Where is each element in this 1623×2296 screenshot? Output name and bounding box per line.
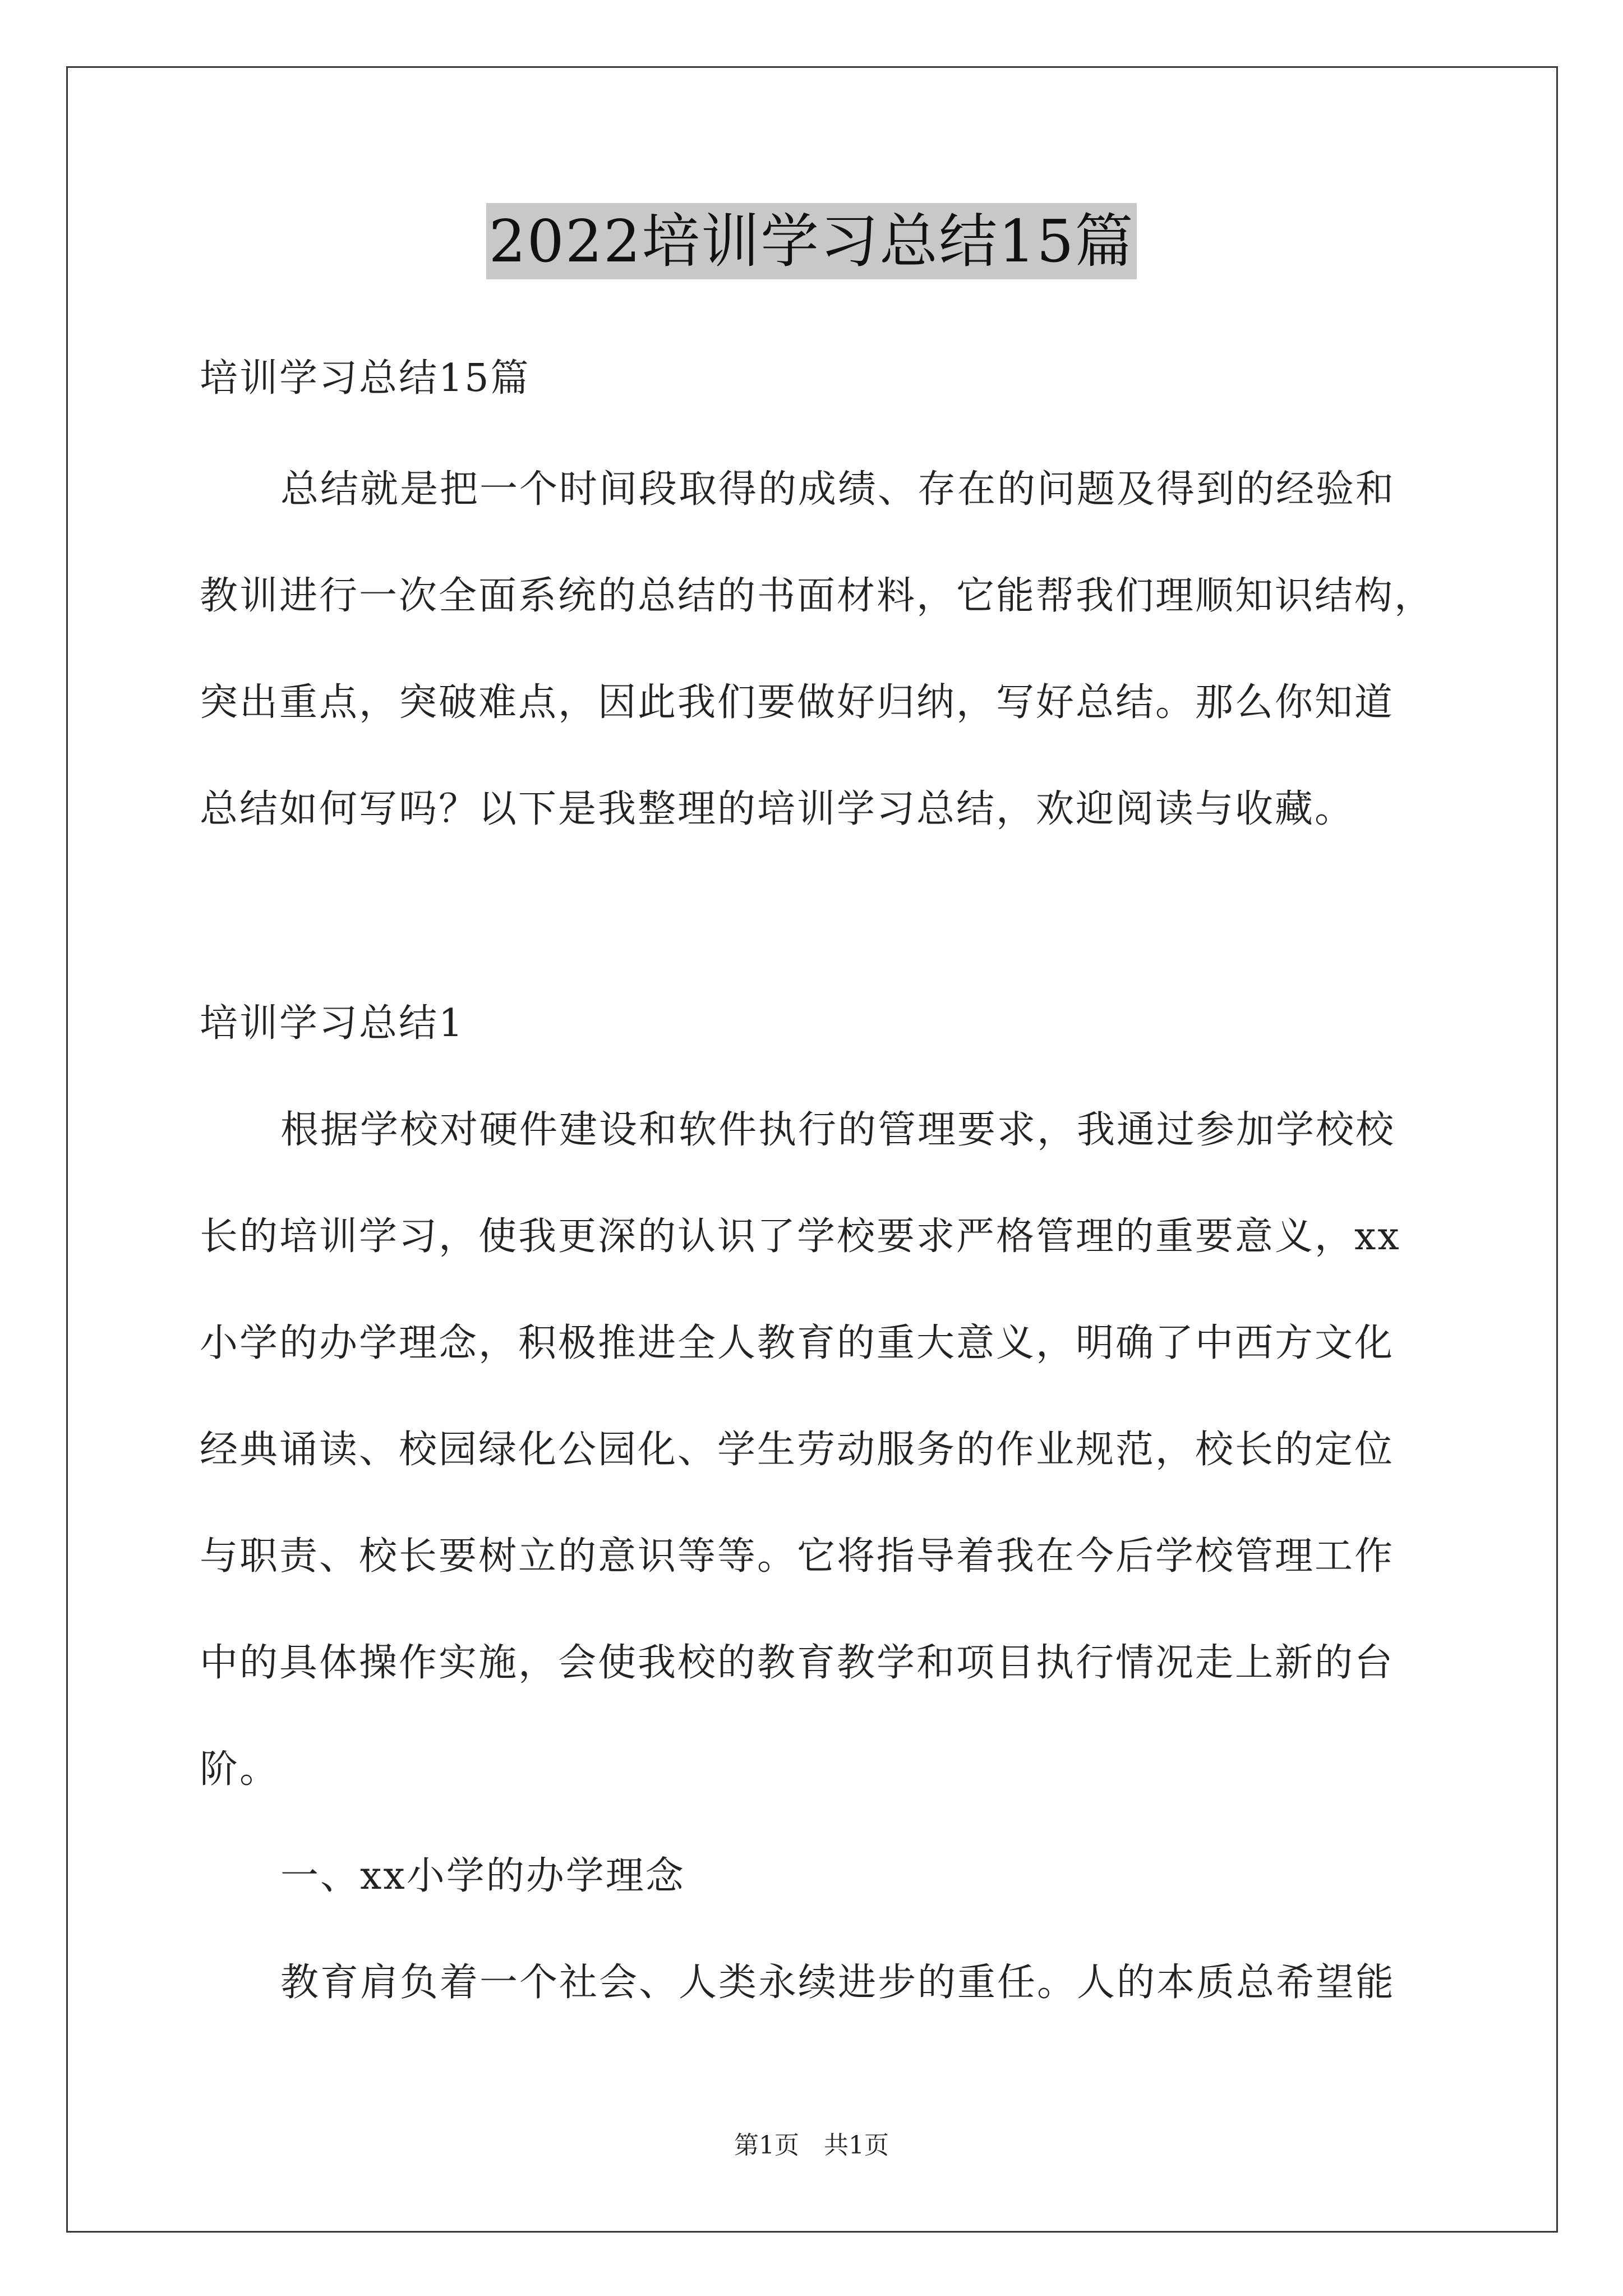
- document-subtitle: 培训学习总结15篇: [200, 356, 531, 401]
- subheading: 一、xx小学的办学理念: [280, 1854, 685, 1898]
- section-line: 与职责、校长要树立的意识等等。它将指导着我在今后学校管理工作: [200, 1534, 1395, 1579]
- section-heading: 培训学习总结1: [200, 1001, 465, 1046]
- intro-line: 总结如何写吗？以下是我整理的培训学习总结，欢迎阅读与收藏。: [200, 787, 1355, 831]
- intro-line: 总结就是把一个时间段取得的成绩、存在的问题及得到的经验和: [280, 467, 1396, 512]
- title-container: [0, 203, 1623, 279]
- section-line: 根据学校对硬件建设和软件执行的管理要求，我通过参加学校校: [280, 1108, 1396, 1152]
- page-footer: 第1页 共1页: [734, 2131, 889, 2160]
- section-line: 经典诵读、校园绿化公园化、学生劳动服务的作业规范，校长的定位: [200, 1428, 1395, 1472]
- section-line: 小学的办学理念，积极推进全人教育的重大意义，明确了中西方文化: [200, 1321, 1395, 1365]
- intro-line: 教训进行一次全面系统的总结的书面材料，它能帮我们理顺知识结构，: [200, 574, 1435, 618]
- intro-line: 突出重点，突破难点，因此我们要做好归纳，写好总结。那么你知道: [200, 680, 1395, 725]
- document-title: 2022培训学习总结15篇: [486, 203, 1136, 279]
- section-line: 阶。: [200, 1747, 280, 1792]
- section-line: 中的具体操作实施，会使我校的教育教学和项目执行情况走上新的台: [200, 1641, 1395, 1685]
- section-line: 长的培训学习，使我更深的认识了学校要求严格管理的重要意义，xx: [200, 1214, 1401, 1259]
- body-line: 教育肩负着一个社会、人类永续进步的重任。人的本质总希望能: [280, 1961, 1396, 2005]
